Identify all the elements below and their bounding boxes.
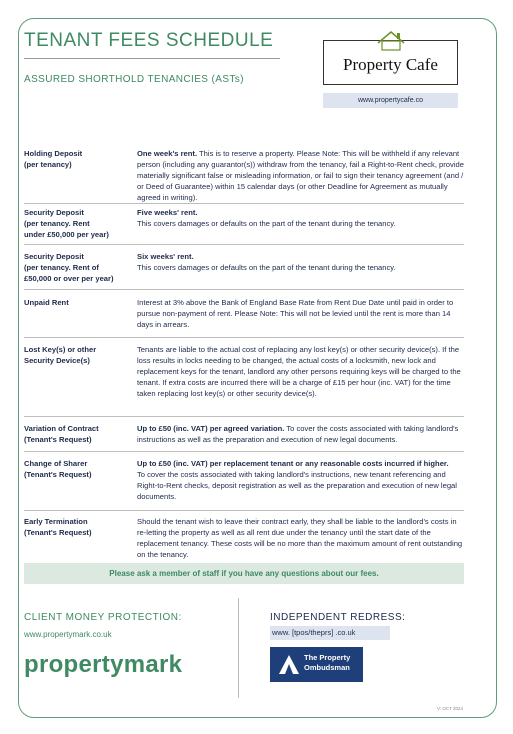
fee-amount: Up to £50 (inc. VAT) per replacement tenant or any reasonable costs incurred if higher. [137, 459, 449, 468]
fee-label: Lost Key(s) or other Security Device(s) [24, 345, 97, 365]
house-icon [376, 29, 406, 51]
fee-label: Unpaid Rent [24, 298, 69, 307]
fee-amount: Six weeks' rent. [137, 252, 194, 261]
propertymark-logo: propertymark [24, 651, 183, 678]
row-divider [24, 416, 464, 417]
redress-link[interactable]: www. [tpos/theprs] .co.uk [270, 626, 390, 640]
independent-redress-title: INDEPENDENT REDRESS: [270, 612, 406, 623]
property-ombudsman-logo [270, 647, 363, 682]
fee-amount: Five weeks' rent. [137, 208, 198, 217]
fee-amount: Up to £50 (inc. VAT) per agreed variation. [137, 424, 285, 433]
fee-details: To cover the costs associated with taking landlord's instructions, new tenant referencing and Right-to-Rent checks, deposit registration as well as the preparation and execution of new legal documents. [137, 470, 457, 501]
fee-details: This is to reserve a property. Please Note: This will be withheld if any relevant person (including any guarantor(s)) withdraw from the tenancy, fail a Right-to-Rent check, provide materially significant false or misleading information, or fail to sign their tenancy agreement (and / or Deed of Guarantee) within 15 calendar days (or other Deadline for Agreement as mutually agreed in writing). [137, 149, 464, 202]
fee-label: Security Deposit (per tenancy. Rent of £50,000 or over per year) [24, 252, 114, 283]
propertymark-link[interactable]: www.propertymark.co.uk [24, 630, 112, 639]
fee-details: Interest at 3% above the Bank of England Base Rate from Rent Due Date until paid in order to pursue non-payment of rent. Please Note: This will not be levied until the rent is more than 14 days in arrears. [137, 298, 454, 329]
fee-details: This covers damages or defaults on the part of the tenant during the tenancy. [137, 219, 396, 228]
fee-label: Security Deposit (per tenancy. Rent under £50,000 per year) [24, 208, 109, 239]
row-divider [24, 203, 464, 204]
row-divider [24, 244, 464, 245]
questions-banner: Please ask a member of staff if you have any questions about our fees. [24, 563, 464, 584]
ombudsman-emblem-icon [277, 652, 301, 676]
row-divider [24, 289, 464, 290]
fee-label: Holding Deposit (per tenancy) [24, 149, 83, 169]
fee-description [137, 344, 467, 399]
fee-details: Tenants are liable to the actual cost of replacing any lost key(s) or other security device(s). If the loss results in locks needing to be changed, the actual costs of a locksmith, new lock and replacement keys for the tenant, landlord any other persons requiring keys will be charged to the tenant. If extra costs are incurred there will be a charge of £15 per hour (inc. VAT) for the time taken replacing lost key(s) or other security device(s). [137, 345, 461, 398]
fee-label: Variation of Contract (Tenant's Request) [24, 424, 99, 444]
fee-label: Early Termination (Tenant's Request) [24, 517, 92, 537]
fee-details: This covers damages or defaults on the part of the tenant during the tenancy. [137, 263, 396, 272]
page-subtitle: ASSURED SHORTHOLD TENANCIES (ASTs) [24, 74, 244, 85]
fee-description [137, 207, 467, 229]
fee-description [137, 458, 467, 502]
fee-details: Should the tenant wish to leave their contract early, they shall be liable to the landlord's costs in re-letting the property as well as all rent due under the tenancy until the start date of the replacement tenancy. These costs will be no more than the maximum amount of rent outstanding on the tenancy. [137, 517, 463, 559]
client-money-protection-title: CLIENT MONEY PROTECTION: [24, 612, 182, 623]
fee-label: Change of Sharer (Tenant's Request) [24, 459, 92, 479]
row-divider [24, 337, 464, 338]
fee-description [137, 148, 467, 203]
fee-description [137, 297, 467, 330]
logo-text: Property Cafe [343, 55, 438, 74]
fee-description [137, 423, 467, 445]
fee-details: To cover the costs associated with taking landlord's instructions as well as the preparation and execution of new legal documents. [137, 424, 459, 444]
website-link[interactable]: www.propertycafe.co [323, 93, 458, 108]
page-title: TENANT FEES SCHEDULE [24, 30, 274, 51]
fee-description [137, 516, 467, 560]
footer-divider [238, 598, 239, 698]
ombudsman-text: The Property Ombudsman [304, 653, 351, 672]
title-divider [24, 58, 280, 59]
row-divider [24, 451, 464, 452]
property-cafe-logo [323, 40, 458, 85]
version-label: V: OCT 2024 [437, 706, 464, 711]
fee-description [137, 251, 467, 273]
row-divider [24, 510, 464, 511]
fee-amount: One week's rent. [137, 149, 198, 158]
